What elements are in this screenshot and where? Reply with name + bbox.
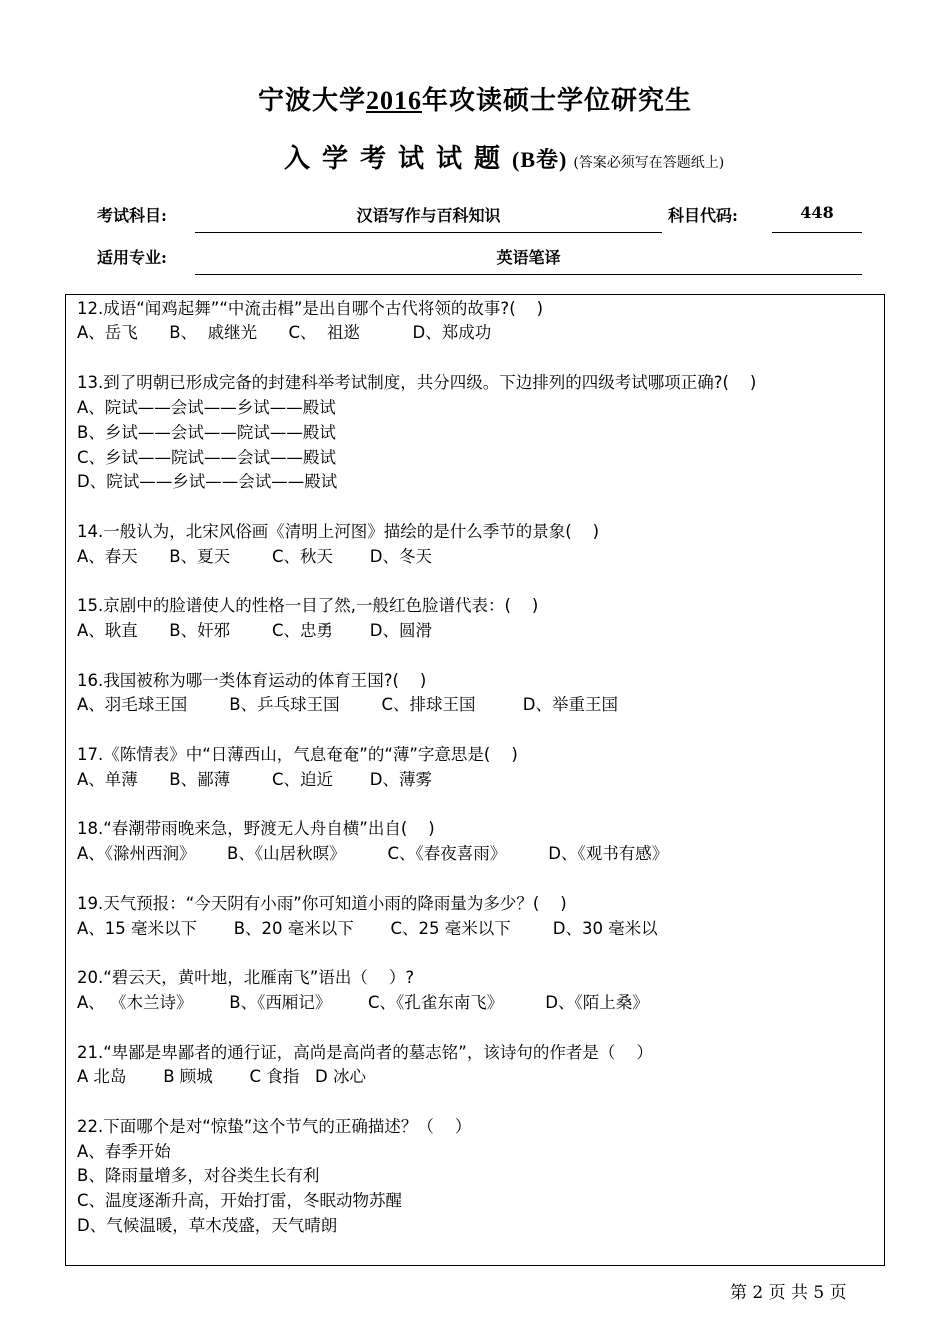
q22-option-d: D、气候温暖，草木茂盛，天气晴朗 (77, 1216, 338, 1235)
exam-subtitle (284, 138, 724, 175)
q13-option-d: D、院试——乡试——会试——殿试 (77, 472, 338, 491)
q22-option-c: C、温度逐渐升高，开始打雷，冬眠动物苏醒 (77, 1191, 403, 1210)
volume-label: (B卷) (512, 147, 568, 172)
page-number-text: 第 2 页 共 5 页 (730, 1283, 847, 1303)
q16-options: A、羽毛球王国 B、乒乓球王国 C、排球王国 D、举重王国 (77, 695, 618, 714)
q12-options: A、岳飞 B、 戚继光 C、 祖逖 D、郑成功 (77, 323, 492, 342)
q22-stem: 22.下面哪个是对“惊蛰”这个节气的正确描述？（ ） (77, 1117, 472, 1136)
q19-stem: 19.天气预报：“今天阴有小雨”你可知道小雨的降雨量为多少？( ) (77, 894, 567, 913)
code-value: 448 (800, 203, 834, 222)
major-label: 适用专业: (97, 248, 167, 267)
major-value: 英语笔译 (496, 248, 561, 267)
q22-option-b: B、降雨量增多，对谷类生长有利 (77, 1166, 320, 1185)
q20-stem: 20.“碧云天，黄叶地，北雁南飞”语出（ ）? (77, 968, 415, 987)
subject-value: 汉语写作与百科知识 (356, 206, 501, 225)
q17-options: A、单薄 B、鄙薄 C、迫近 D、薄雾 (77, 770, 432, 789)
q16-stem: 16.我国被称为哪一类体育运动的体育王国?( ) (77, 671, 427, 690)
title-suffix: 年攻读硕士学位研究生 (422, 86, 693, 116)
q14-stem: 14.一般认为，北宋风俗画《清明上河图》描绘的是什么季节的景象( ) (77, 522, 600, 541)
major-underline (195, 274, 862, 275)
q13-option-a: A、院试——会试——乡试——殿试 (77, 398, 336, 417)
q21-options: A 北岛 B 顾城 C 食指 D 冰心 (77, 1067, 366, 1086)
subtitle-main: 入学考试试题 (284, 144, 513, 174)
q12-stem: 12.成语“闻鸡起舞”“中流击楫”是出自哪个古代将领的故事?( ) (77, 299, 544, 318)
q18-stem: 18.“春潮带雨晚来急，野渡无人舟自横”出自( ) (77, 819, 435, 838)
code-label: 科目代码: (668, 206, 738, 225)
title-year: 2016 (366, 86, 422, 115)
q22-option-a: A、春季开始 (77, 1142, 171, 1161)
q15-options: A、耿直 B、奸邪 C、忠勇 D、圆滑 (77, 621, 432, 640)
q21-stem: 21.“卑鄙是卑鄙者的通行证，高尚是高尚者的墓志铭”，该诗句的作者是（ ） (77, 1043, 653, 1062)
q20-options: A、 《木兰诗》 B、《西厢记》 C、《孔雀东南飞》 D、《陌上桑》 (77, 993, 649, 1012)
q19-options: A、15 毫米以下 B、20 毫米以下 C、25 毫米以下 D、30 毫米以 (77, 919, 658, 938)
page-number (730, 1278, 847, 1303)
q13-option-b: B、乡试——会试——院试——殿试 (77, 423, 336, 442)
q15-stem: 15.京剧中的脸谱使人的性格一目了然,一般红色脸谱代表：( ) (77, 596, 539, 615)
exam-title (0, 80, 950, 117)
q17-stem: 17.《陈情表》中“日薄西山，气息奄奄”的“薄”字意思是( ) (77, 745, 518, 764)
q14-options: A、春天 B、夏天 C、秋天 D、冬天 (77, 547, 432, 566)
subject-label: 考试科目: (97, 206, 167, 225)
subject-underline (195, 232, 662, 233)
answer-note: (答案必须写在答题纸上) (573, 155, 725, 171)
q13-stem: 13.到了明朝已形成完备的封建科举考试制度，共分四级。下边排列的四级考试哪项正确?( ) (77, 373, 757, 392)
q13-option-c: C、乡试——院试——会试——殿试 (77, 448, 337, 467)
code-underline (772, 232, 862, 233)
q18-options: A、《滁州西涧》 B、《山居秋暝》 C、《春夜喜雨》 D、《观书有感》 (77, 844, 669, 863)
title-prefix: 宁波大学 (257, 86, 366, 116)
